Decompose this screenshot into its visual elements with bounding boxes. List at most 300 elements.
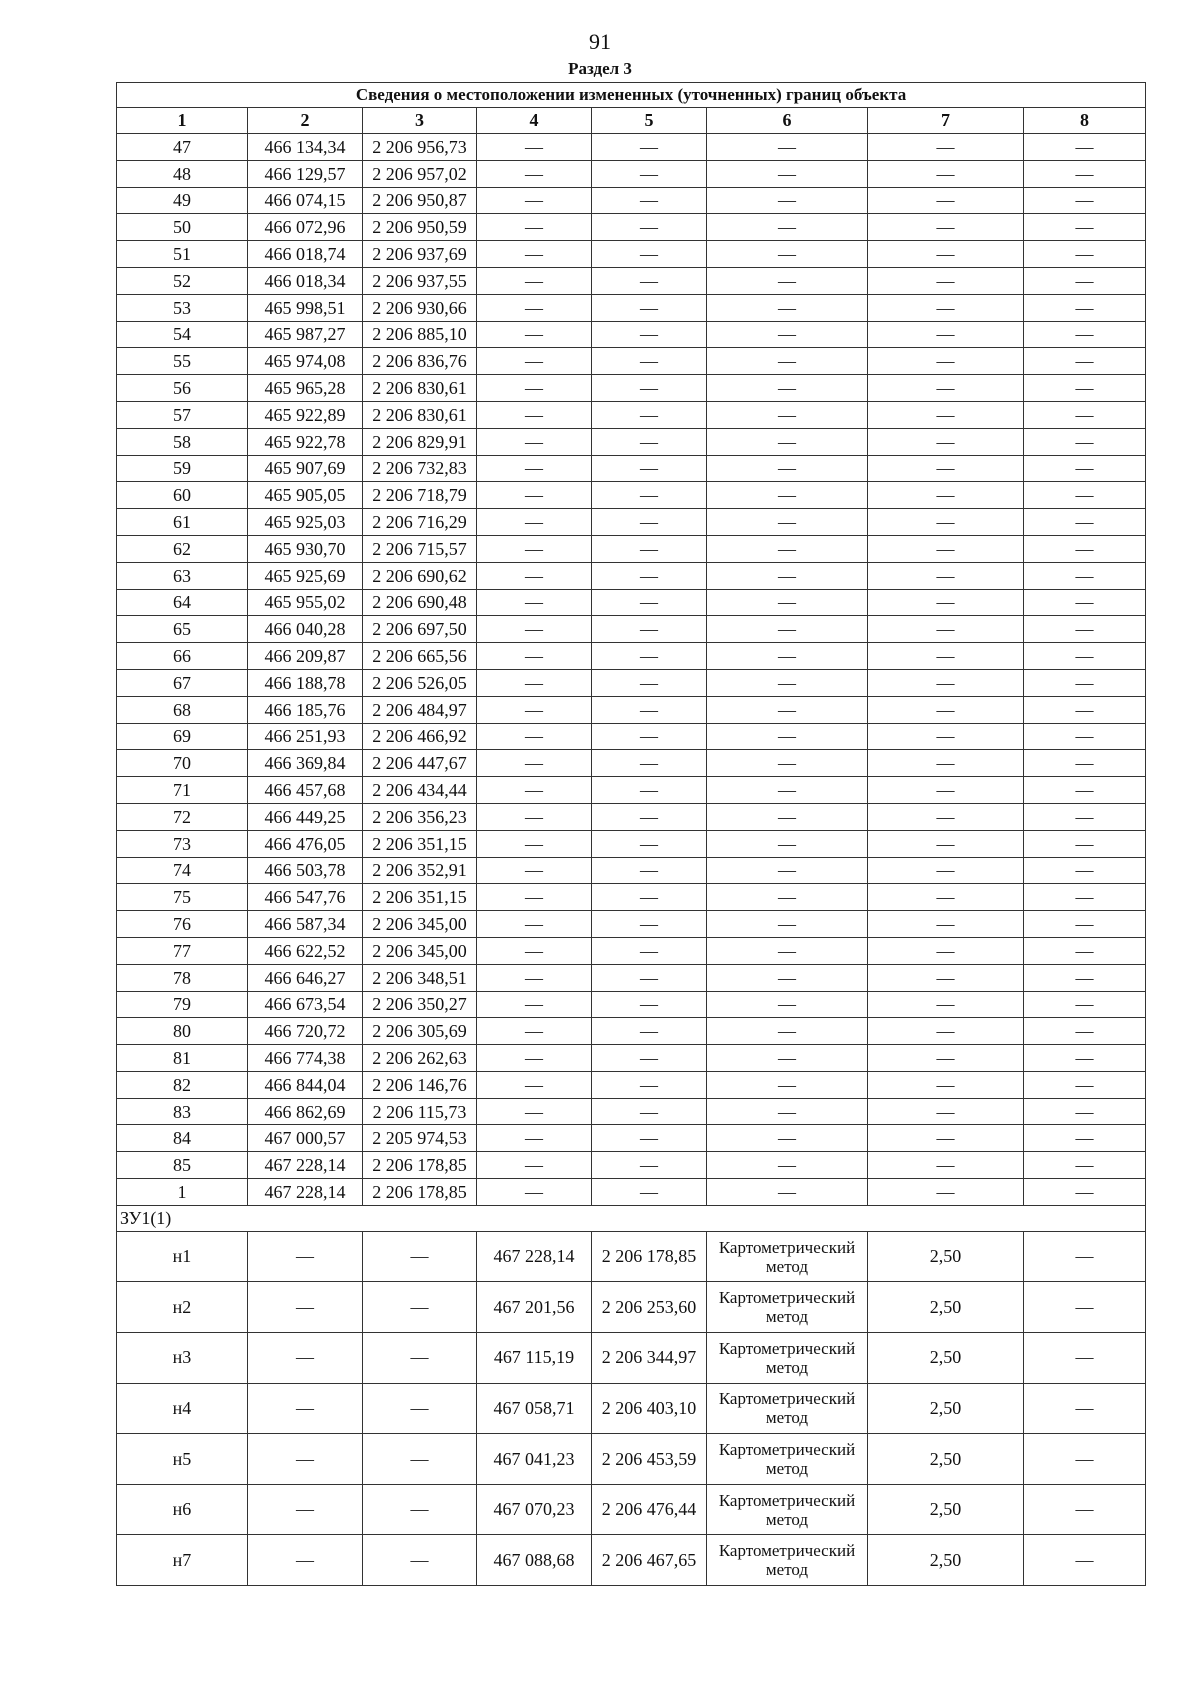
table-row — [117, 187, 1146, 214]
y-coordinate-cell: 2 206 484,97 — [363, 696, 477, 723]
x-coordinate-cell: 465 922,89 — [248, 401, 363, 428]
dash-cell: — — [592, 669, 707, 696]
table-row — [117, 777, 1146, 804]
table-row — [117, 589, 1146, 616]
table-row — [117, 1434, 1146, 1485]
x-coordinate-cell: 466 449,25 — [248, 803, 363, 830]
point-number-cell: 47 — [117, 134, 248, 161]
point-number-cell: 52 — [117, 267, 248, 294]
dash-cell: — — [1024, 1152, 1146, 1179]
dash-cell: — — [707, 562, 868, 589]
dash-cell: — — [592, 375, 707, 402]
x-coordinate-cell: 467 070,23 — [477, 1484, 592, 1535]
dash-cell: — — [363, 1535, 477, 1586]
dash-cell: — — [1024, 1071, 1146, 1098]
point-number-cell: 1 — [117, 1179, 248, 1206]
point-number-cell: 67 — [117, 669, 248, 696]
dash-cell: — — [707, 1125, 868, 1152]
x-coordinate-cell: 466 074,15 — [248, 187, 363, 214]
dash-cell: — — [1024, 1125, 1146, 1152]
y-coordinate-cell: 2 206 885,10 — [363, 321, 477, 348]
x-coordinate-cell: 466 503,78 — [248, 857, 363, 884]
table-row — [117, 509, 1146, 536]
y-coordinate-cell: 2 206 453,59 — [592, 1434, 707, 1485]
dash-cell: — — [707, 937, 868, 964]
dash-cell: — — [477, 1071, 592, 1098]
x-coordinate-cell: 466 774,38 — [248, 1045, 363, 1072]
dash-cell: — — [592, 857, 707, 884]
y-coordinate-cell: 2 206 345,00 — [363, 937, 477, 964]
page-number: 91 — [589, 29, 611, 54]
table-row — [117, 535, 1146, 562]
point-number-cell: н3 — [117, 1333, 248, 1384]
dash-cell: — — [868, 1152, 1024, 1179]
y-coordinate-cell: 2 206 665,56 — [363, 643, 477, 670]
dash-cell: — — [363, 1484, 477, 1535]
dash-cell: — — [868, 134, 1024, 161]
table-row — [117, 696, 1146, 723]
dash-cell: — — [477, 348, 592, 375]
dash-cell: — — [363, 1231, 477, 1282]
point-number-cell: 72 — [117, 803, 248, 830]
y-coordinate-cell: 2 206 467,65 — [592, 1535, 707, 1586]
x-coordinate-cell: 466 209,87 — [248, 643, 363, 670]
method-cell: Картометрический метод — [707, 1282, 868, 1333]
dash-cell: — — [1024, 1045, 1146, 1072]
dash-cell: — — [707, 669, 868, 696]
dash-cell: — — [707, 482, 868, 509]
column-number-8: 8 — [1024, 108, 1146, 134]
accuracy-cell: 2,50 — [868, 1333, 1024, 1384]
y-coordinate-cell: 2 206 690,62 — [363, 562, 477, 589]
dash-cell: — — [1024, 884, 1146, 911]
point-number-cell: 61 — [117, 509, 248, 536]
dash-cell: — — [477, 294, 592, 321]
dash-cell: — — [363, 1333, 477, 1384]
table-row — [117, 562, 1146, 589]
point-number-cell: 65 — [117, 616, 248, 643]
table-row — [117, 375, 1146, 402]
dash-cell: — — [477, 428, 592, 455]
table-row — [117, 482, 1146, 509]
dash-cell: — — [592, 1071, 707, 1098]
dash-cell: — — [592, 1179, 707, 1206]
dash-cell: — — [477, 1152, 592, 1179]
point-number-cell: 49 — [117, 187, 248, 214]
y-coordinate-cell: 2 206 345,00 — [363, 911, 477, 938]
dash-cell: — — [592, 1125, 707, 1152]
dash-cell: — — [592, 1098, 707, 1125]
dash-cell: — — [1024, 643, 1146, 670]
point-number-cell: н2 — [117, 1282, 248, 1333]
dash-cell: — — [477, 750, 592, 777]
dash-cell: — — [477, 777, 592, 804]
x-coordinate-cell: 466 457,68 — [248, 777, 363, 804]
y-coordinate-cell: 2 206 476,44 — [592, 1484, 707, 1535]
column-number-3: 3 — [363, 108, 477, 134]
x-coordinate-cell: 466 072,96 — [248, 214, 363, 241]
point-number-cell: 56 — [117, 375, 248, 402]
y-coordinate-cell: 2 206 957,02 — [363, 160, 477, 187]
point-number-cell: 81 — [117, 1045, 248, 1072]
table-caption-row — [117, 83, 1146, 108]
table-row — [117, 991, 1146, 1018]
x-coordinate-cell: 465 974,08 — [248, 348, 363, 375]
y-coordinate-cell: 2 206 350,27 — [363, 991, 477, 1018]
dash-cell: — — [477, 830, 592, 857]
dash-cell: — — [1024, 589, 1146, 616]
dash-cell: — — [592, 401, 707, 428]
accuracy-cell: 2,50 — [868, 1383, 1024, 1434]
table-row — [117, 1484, 1146, 1535]
table-row — [117, 830, 1146, 857]
table-row — [117, 1383, 1146, 1434]
y-coordinate-cell: 2 206 716,29 — [363, 509, 477, 536]
y-coordinate-cell: 2 206 718,79 — [363, 482, 477, 509]
dash-cell: — — [707, 830, 868, 857]
dash-cell: — — [707, 750, 868, 777]
y-coordinate-cell: 2 206 146,76 — [363, 1071, 477, 1098]
column-number-row — [117, 108, 1146, 134]
x-coordinate-cell: 467 228,14 — [248, 1152, 363, 1179]
dash-cell: — — [1024, 348, 1146, 375]
y-coordinate-cell: 2 206 950,59 — [363, 214, 477, 241]
dash-cell: — — [868, 321, 1024, 348]
table-row — [117, 1045, 1146, 1072]
dash-cell: — — [1024, 616, 1146, 643]
dash-cell: — — [477, 535, 592, 562]
dash-cell: — — [868, 696, 1024, 723]
point-number-cell: 59 — [117, 455, 248, 482]
dash-cell: — — [1024, 1383, 1146, 1434]
method-cell: Картометрический метод — [707, 1231, 868, 1282]
point-number-cell: 69 — [117, 723, 248, 750]
dash-cell: — — [1024, 375, 1146, 402]
dash-cell: — — [248, 1282, 363, 1333]
table-row — [117, 616, 1146, 643]
dash-cell: — — [868, 937, 1024, 964]
x-coordinate-cell: 465 922,78 — [248, 428, 363, 455]
point-number-cell: 80 — [117, 1018, 248, 1045]
dash-cell: — — [707, 375, 868, 402]
dash-cell: — — [707, 911, 868, 938]
dash-cell: — — [707, 348, 868, 375]
dash-cell: — — [592, 777, 707, 804]
dash-cell: — — [707, 214, 868, 241]
method-cell: Картометрический метод — [707, 1333, 868, 1384]
accuracy-cell: 2,50 — [868, 1434, 1024, 1485]
method-cell: Картометрический метод — [707, 1383, 868, 1434]
dash-cell: — — [477, 1098, 592, 1125]
dash-cell: — — [592, 964, 707, 991]
dash-cell: — — [1024, 1535, 1146, 1586]
dash-cell: — — [592, 1152, 707, 1179]
dash-cell: — — [592, 160, 707, 187]
dash-cell: — — [592, 696, 707, 723]
dash-cell: — — [868, 267, 1024, 294]
dash-cell: — — [477, 1179, 592, 1206]
y-coordinate-cell: 2 206 344,97 — [592, 1333, 707, 1384]
point-number-cell: 62 — [117, 535, 248, 562]
dash-cell: — — [592, 937, 707, 964]
y-coordinate-cell: 2 206 348,51 — [363, 964, 477, 991]
x-coordinate-cell: 466 040,28 — [248, 616, 363, 643]
x-coordinate-cell: 466 129,57 — [248, 160, 363, 187]
y-coordinate-cell: 2 206 690,48 — [363, 589, 477, 616]
dash-cell: — — [707, 401, 868, 428]
dash-cell: — — [592, 884, 707, 911]
point-number-cell: н1 — [117, 1231, 248, 1282]
y-coordinate-cell: 2 206 351,15 — [363, 830, 477, 857]
table-row — [117, 348, 1146, 375]
x-coordinate-cell: 466 844,04 — [248, 1071, 363, 1098]
x-coordinate-cell: 467 000,57 — [248, 1125, 363, 1152]
dash-cell: — — [477, 669, 592, 696]
dash-cell: — — [592, 267, 707, 294]
dash-cell: — — [707, 1098, 868, 1125]
point-number-cell: 70 — [117, 750, 248, 777]
table-row — [117, 1333, 1146, 1384]
table-row — [117, 857, 1146, 884]
dash-cell: — — [707, 643, 868, 670]
dash-cell: — — [868, 589, 1024, 616]
x-coordinate-cell: 465 925,69 — [248, 562, 363, 589]
dash-cell: — — [1024, 482, 1146, 509]
point-number-cell: 50 — [117, 214, 248, 241]
table-row — [117, 241, 1146, 268]
x-coordinate-cell: 465 907,69 — [248, 455, 363, 482]
dash-cell: — — [868, 964, 1024, 991]
dash-cell: — — [592, 455, 707, 482]
point-number-cell: 55 — [117, 348, 248, 375]
x-coordinate-cell: 467 201,56 — [477, 1282, 592, 1333]
dash-cell: — — [477, 401, 592, 428]
y-coordinate-cell: 2 206 930,66 — [363, 294, 477, 321]
point-number-cell: 79 — [117, 991, 248, 1018]
subsection-label: ЗУ1(1) — [117, 1205, 1146, 1231]
table-row — [117, 294, 1146, 321]
table-row — [117, 214, 1146, 241]
dash-cell: — — [868, 911, 1024, 938]
dash-cell: — — [477, 321, 592, 348]
dash-cell: — — [1024, 1333, 1146, 1384]
table-row — [117, 884, 1146, 911]
dash-cell: — — [868, 241, 1024, 268]
y-coordinate-cell: 2 206 830,61 — [363, 401, 477, 428]
dash-cell: — — [868, 1045, 1024, 1072]
column-number-4: 4 — [477, 108, 592, 134]
dash-cell: — — [707, 1152, 868, 1179]
column-number-6: 6 — [707, 108, 868, 134]
x-coordinate-cell: 465 955,02 — [248, 589, 363, 616]
table-row — [117, 1179, 1146, 1206]
table-row — [117, 964, 1146, 991]
table-row — [117, 1231, 1146, 1282]
dash-cell: — — [868, 884, 1024, 911]
dash-cell: — — [707, 455, 868, 482]
point-number-cell: 84 — [117, 1125, 248, 1152]
dash-cell: — — [868, 1179, 1024, 1206]
dash-cell: — — [707, 991, 868, 1018]
dash-cell: — — [1024, 830, 1146, 857]
dash-cell: — — [1024, 1434, 1146, 1485]
dash-cell: — — [477, 857, 592, 884]
dash-cell: — — [1024, 803, 1146, 830]
dash-cell: — — [868, 777, 1024, 804]
y-coordinate-cell: 2 206 178,85 — [363, 1152, 477, 1179]
y-coordinate-cell: 2 206 262,63 — [363, 1045, 477, 1072]
dash-cell: — — [477, 160, 592, 187]
dash-cell: — — [707, 1045, 868, 1072]
dash-cell: — — [592, 911, 707, 938]
x-coordinate-cell: 466 673,54 — [248, 991, 363, 1018]
dash-cell: — — [1024, 1231, 1146, 1282]
y-coordinate-cell: 2 206 434,44 — [363, 777, 477, 804]
dash-cell: — — [1024, 1098, 1146, 1125]
dash-cell: — — [592, 428, 707, 455]
dash-cell: — — [868, 991, 1024, 1018]
point-number-cell: 73 — [117, 830, 248, 857]
y-coordinate-cell: 2 206 352,91 — [363, 857, 477, 884]
y-coordinate-cell: 2 205 974,53 — [363, 1125, 477, 1152]
dash-cell: — — [477, 616, 592, 643]
dash-cell: — — [1024, 723, 1146, 750]
x-coordinate-cell: 465 987,27 — [248, 321, 363, 348]
x-coordinate-cell: 465 925,03 — [248, 509, 363, 536]
dash-cell: — — [707, 803, 868, 830]
dash-cell: — — [868, 669, 1024, 696]
x-coordinate-cell: 466 862,69 — [248, 1098, 363, 1125]
dash-cell: — — [477, 643, 592, 670]
table-row — [117, 1535, 1146, 1586]
dash-cell: — — [248, 1535, 363, 1586]
dash-cell: — — [1024, 134, 1146, 161]
table-row — [117, 1152, 1146, 1179]
table-row — [117, 1125, 1146, 1152]
table-row — [117, 321, 1146, 348]
dash-cell: — — [592, 294, 707, 321]
dash-cell: — — [868, 1098, 1024, 1125]
y-coordinate-cell: 2 206 829,91 — [363, 428, 477, 455]
x-coordinate-cell: 466 587,34 — [248, 911, 363, 938]
y-coordinate-cell: 2 206 697,50 — [363, 616, 477, 643]
table-row — [117, 401, 1146, 428]
dash-cell: — — [868, 750, 1024, 777]
dash-cell: — — [1024, 214, 1146, 241]
y-coordinate-cell: 2 206 836,76 — [363, 348, 477, 375]
y-coordinate-cell: 2 206 715,57 — [363, 535, 477, 562]
dash-cell: — — [1024, 750, 1146, 777]
dash-cell: — — [707, 777, 868, 804]
dash-cell: — — [868, 1018, 1024, 1045]
y-coordinate-cell: 2 206 115,73 — [363, 1098, 477, 1125]
point-number-cell: н6 — [117, 1484, 248, 1535]
point-number-cell: 74 — [117, 857, 248, 884]
point-number-cell: 60 — [117, 482, 248, 509]
dash-cell: — — [868, 616, 1024, 643]
dash-cell: — — [592, 830, 707, 857]
dash-cell: — — [592, 723, 707, 750]
dash-cell: — — [868, 348, 1024, 375]
x-coordinate-cell: 466 646,27 — [248, 964, 363, 991]
dash-cell: — — [477, 991, 592, 1018]
dash-cell: — — [868, 401, 1024, 428]
y-coordinate-cell: 2 206 178,85 — [592, 1231, 707, 1282]
dash-cell: — — [1024, 187, 1146, 214]
dash-cell: — — [248, 1383, 363, 1434]
point-number-cell: 82 — [117, 1071, 248, 1098]
dash-cell: — — [868, 803, 1024, 830]
subsection-row — [117, 1205, 1146, 1231]
dash-cell: — — [592, 750, 707, 777]
dash-cell: — — [477, 187, 592, 214]
table-row — [117, 1098, 1146, 1125]
dash-cell: — — [1024, 937, 1146, 964]
boundary-coordinates-table — [116, 82, 1146, 1586]
dash-cell: — — [707, 187, 868, 214]
dash-cell: — — [1024, 321, 1146, 348]
column-number-7: 7 — [868, 108, 1024, 134]
x-coordinate-cell: 467 115,19 — [477, 1333, 592, 1384]
point-number-cell: 64 — [117, 589, 248, 616]
dash-cell: — — [592, 348, 707, 375]
point-number-cell: 57 — [117, 401, 248, 428]
x-coordinate-cell: 466 185,76 — [248, 696, 363, 723]
dash-cell: — — [868, 294, 1024, 321]
dash-cell: — — [868, 535, 1024, 562]
table-row — [117, 455, 1146, 482]
method-cell: Картометрический метод — [707, 1434, 868, 1485]
point-number-cell: 83 — [117, 1098, 248, 1125]
dash-cell: — — [1024, 911, 1146, 938]
table-row — [117, 1071, 1146, 1098]
dash-cell: — — [868, 187, 1024, 214]
dash-cell: — — [592, 1045, 707, 1072]
dash-cell: — — [707, 134, 868, 161]
dash-cell: — — [477, 455, 592, 482]
dash-cell: — — [707, 616, 868, 643]
dash-cell: — — [477, 214, 592, 241]
dash-cell: — — [868, 1071, 1024, 1098]
table-row — [117, 1018, 1146, 1045]
dash-cell: — — [868, 482, 1024, 509]
table-row — [117, 937, 1146, 964]
dash-cell: — — [707, 964, 868, 991]
dash-cell: — — [1024, 267, 1146, 294]
point-number-cell: 63 — [117, 562, 248, 589]
dash-cell: — — [477, 723, 592, 750]
point-number-cell: 76 — [117, 911, 248, 938]
dash-cell: — — [868, 428, 1024, 455]
dash-cell: — — [868, 1125, 1024, 1152]
x-coordinate-cell: 466 134,34 — [248, 134, 363, 161]
table-row — [117, 643, 1146, 670]
x-coordinate-cell: 467 058,71 — [477, 1383, 592, 1434]
dash-cell: — — [707, 267, 868, 294]
y-coordinate-cell: 2 206 732,83 — [363, 455, 477, 482]
dash-cell: — — [868, 830, 1024, 857]
dash-cell: — — [477, 267, 592, 294]
x-coordinate-cell: 466 547,76 — [248, 884, 363, 911]
point-number-cell: 75 — [117, 884, 248, 911]
table-row — [117, 134, 1146, 161]
x-coordinate-cell: 466 018,34 — [248, 267, 363, 294]
accuracy-cell: 2,50 — [868, 1282, 1024, 1333]
dash-cell: — — [477, 1018, 592, 1045]
y-coordinate-cell: 2 206 351,15 — [363, 884, 477, 911]
point-number-cell: 54 — [117, 321, 248, 348]
table-row — [117, 1282, 1146, 1333]
